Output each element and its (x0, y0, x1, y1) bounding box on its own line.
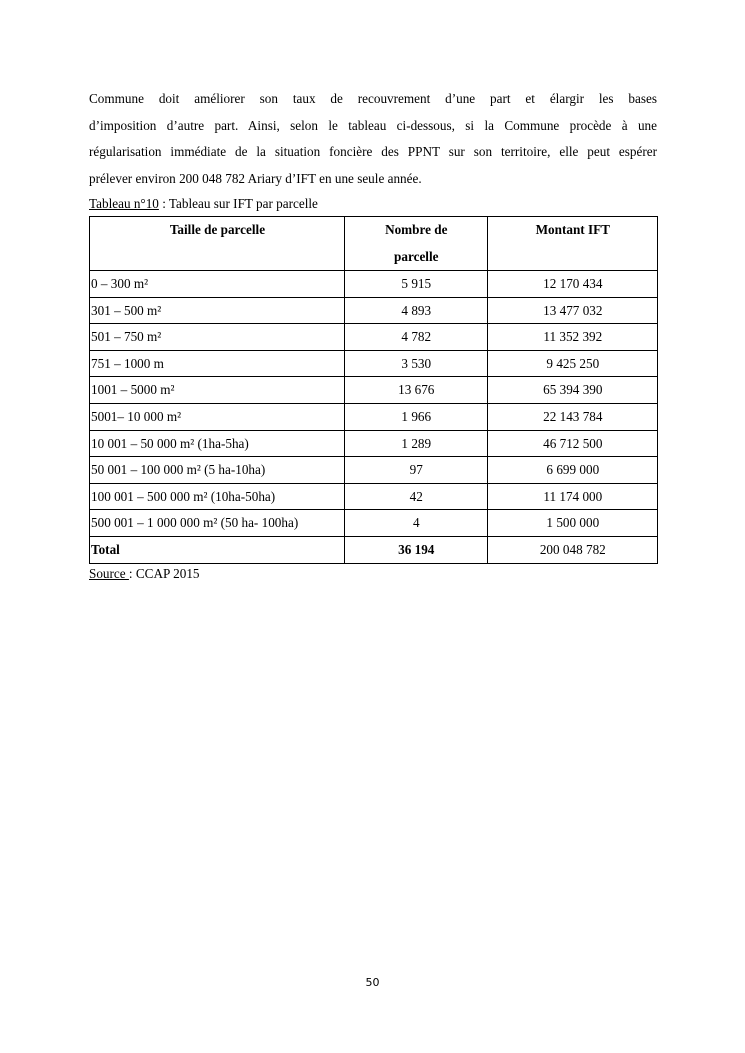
cell-montant: 9 425 250 (487, 350, 657, 377)
body-paragraph (89, 86, 657, 192)
total-label: Total (90, 536, 345, 563)
table-row (90, 510, 658, 537)
cell-montant: 1 500 000 (487, 510, 657, 537)
table-caption (89, 192, 657, 216)
table-source (89, 564, 657, 584)
cell-montant: 46 712 500 (487, 430, 657, 457)
paragraph-line: d’imposition d’autre part. Ainsi, selon le tableau ci-dessous, si la Commune procède à une (89, 117, 657, 133)
table-row (90, 483, 658, 510)
cell-nombre: 4 782 (344, 324, 487, 351)
cell-taille: 1001 – 5000 m² (90, 377, 345, 404)
cell-taille: 10 001 – 50 000 m² (1ha-5ha) (90, 430, 345, 457)
table-row (90, 377, 658, 404)
header-nombre-de-parcelle (344, 217, 487, 271)
page-content (89, 86, 657, 584)
cell-taille: 0 – 300 m² (90, 271, 345, 298)
cell-montant: 65 394 390 (487, 377, 657, 404)
table-total-row (90, 536, 658, 563)
cell-nombre: 3 530 (344, 350, 487, 377)
cell-nombre: 1 966 (344, 403, 487, 430)
table-row (90, 430, 658, 457)
ift-table (89, 216, 658, 564)
cell-montant: 13 477 032 (487, 297, 657, 324)
cell-taille: 501 – 750 m² (90, 324, 345, 351)
table-caption-text: : Tableau sur IFT par parcelle (158, 196, 318, 211)
cell-taille: 301 – 500 m² (90, 297, 345, 324)
table-row (90, 324, 658, 351)
cell-nombre: 4 (344, 510, 487, 537)
table-row (90, 457, 658, 484)
page-number: 50 (365, 976, 380, 989)
cell-nombre: 1 289 (344, 430, 487, 457)
total-nombre: 36 194 (344, 536, 487, 563)
header-taille-de-parcelle: Taille de parcelle (90, 217, 345, 271)
cell-taille: 751 – 1000 m (90, 350, 345, 377)
cell-taille: 100 001 – 500 000 m² (10ha-50ha) (90, 483, 345, 510)
cell-nombre: 5 915 (344, 271, 487, 298)
table-row (90, 403, 658, 430)
paragraph-line: régularisation immédiate de la situation foncière des PPNT sur son territoire, elle peut espérer (89, 144, 657, 159)
source-text: : CCAP 2015 (128, 565, 200, 581)
table-row (90, 350, 658, 377)
cell-taille: 50 001 – 100 000 m² (5 ha-10ha) (90, 457, 345, 484)
header-montant-ift: Montant IFT (487, 217, 657, 271)
cell-nombre: 13 676 (344, 377, 487, 404)
table-caption-label: Tableau n°10 (89, 196, 159, 211)
cell-nombre: 4 893 (344, 297, 487, 324)
cell-montant: 12 170 434 (487, 271, 657, 298)
table-row (90, 271, 658, 298)
cell-montant: 11 174 000 (487, 483, 657, 510)
cell-taille: 5001– 10 000 m² (90, 403, 345, 430)
paragraph-line: Commune doit améliorer son taux de recouvrement d’une part et élargir les bases (89, 91, 657, 106)
cell-montant: 11 352 392 (487, 324, 657, 351)
paragraph-line: prélever environ 200 048 782 Ariary d’IFT en une seule année. (89, 170, 422, 186)
table-row (90, 297, 658, 324)
table-header-row (90, 217, 658, 271)
cell-montant: 6 699 000 (487, 457, 657, 484)
cell-nombre: 42 (344, 483, 487, 510)
total-montant: 200 048 782 (487, 536, 657, 563)
cell-nombre: 97 (344, 457, 487, 484)
header-nombre-de-parcelle-text: Nombre de parcelle (385, 222, 448, 264)
cell-montant: 22 143 784 (487, 403, 657, 430)
cell-taille: 500 001 – 1 000 000 m² (50 ha- 100ha) (90, 510, 345, 537)
source-label: Source (89, 565, 129, 581)
